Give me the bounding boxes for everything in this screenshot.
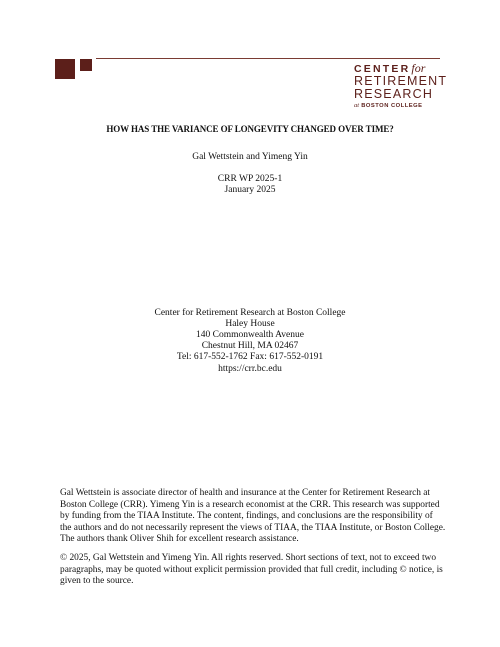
copyright-paragraph: © 2025, Gal Wettstein and Yimeng Yin. All rights reserved. Short sections of text, not to exceed two paragraphs, may be quoted without explicit permission provided that full credit, including © notice, is given to the source. [60,553,443,587]
address-phone-fax: Tel: 617-552-1762 Fax: 617-552-0191 [176,352,324,362]
authors: Gal Wettstein and Yimeng Yin [192,152,308,162]
logo-square-large [55,59,75,79]
logo-line-retirement: RETIREMENT [354,74,448,88]
paper-title: HOW HAS THE VARIANCE OF LONGEVITY CHANGED OVER TIME? [106,124,394,134]
logo-at-text: at [354,102,360,109]
address-building: Haley House [225,319,275,329]
working-paper-number: CRR WP 2025-1 [217,174,283,184]
logo-center-text: CENTER [354,63,411,75]
header-rule [96,58,440,59]
logo-bc-text: BOSTON COLLEGE [361,103,423,109]
author-info-paragraph: Gal Wettstein is associate director of health and insurance at the Center for Retirement Research at Boston College (CRR). Yimeng Yin is a research economist at the CRR. This research was supported by funding from the TIAA Institute. The content, findings, and conclusions are the responsibility of the authors and do not necessarily represent the views of TIAA, the TIAA Institute, or Boston College. The authors thank Oliver Shih for excellent research assistance. [60,488,446,545]
address-org: Center for Retirement Research at Boston College [154,308,346,318]
logo-line-boston-college [354,102,440,110]
paper-date: January 2025 [224,185,276,195]
address-url[interactable]: https://crr.bc.edu [218,364,282,374]
address-street: 140 Commonwealth Avenue [195,330,304,340]
logo-for-text: for [411,61,426,75]
crr-logo [354,61,448,110]
logo-square-small [80,59,92,71]
logo-line-research: RESEARCH [354,87,434,101]
address-city: Chestnut Hill, MA 02467 [201,341,299,351]
